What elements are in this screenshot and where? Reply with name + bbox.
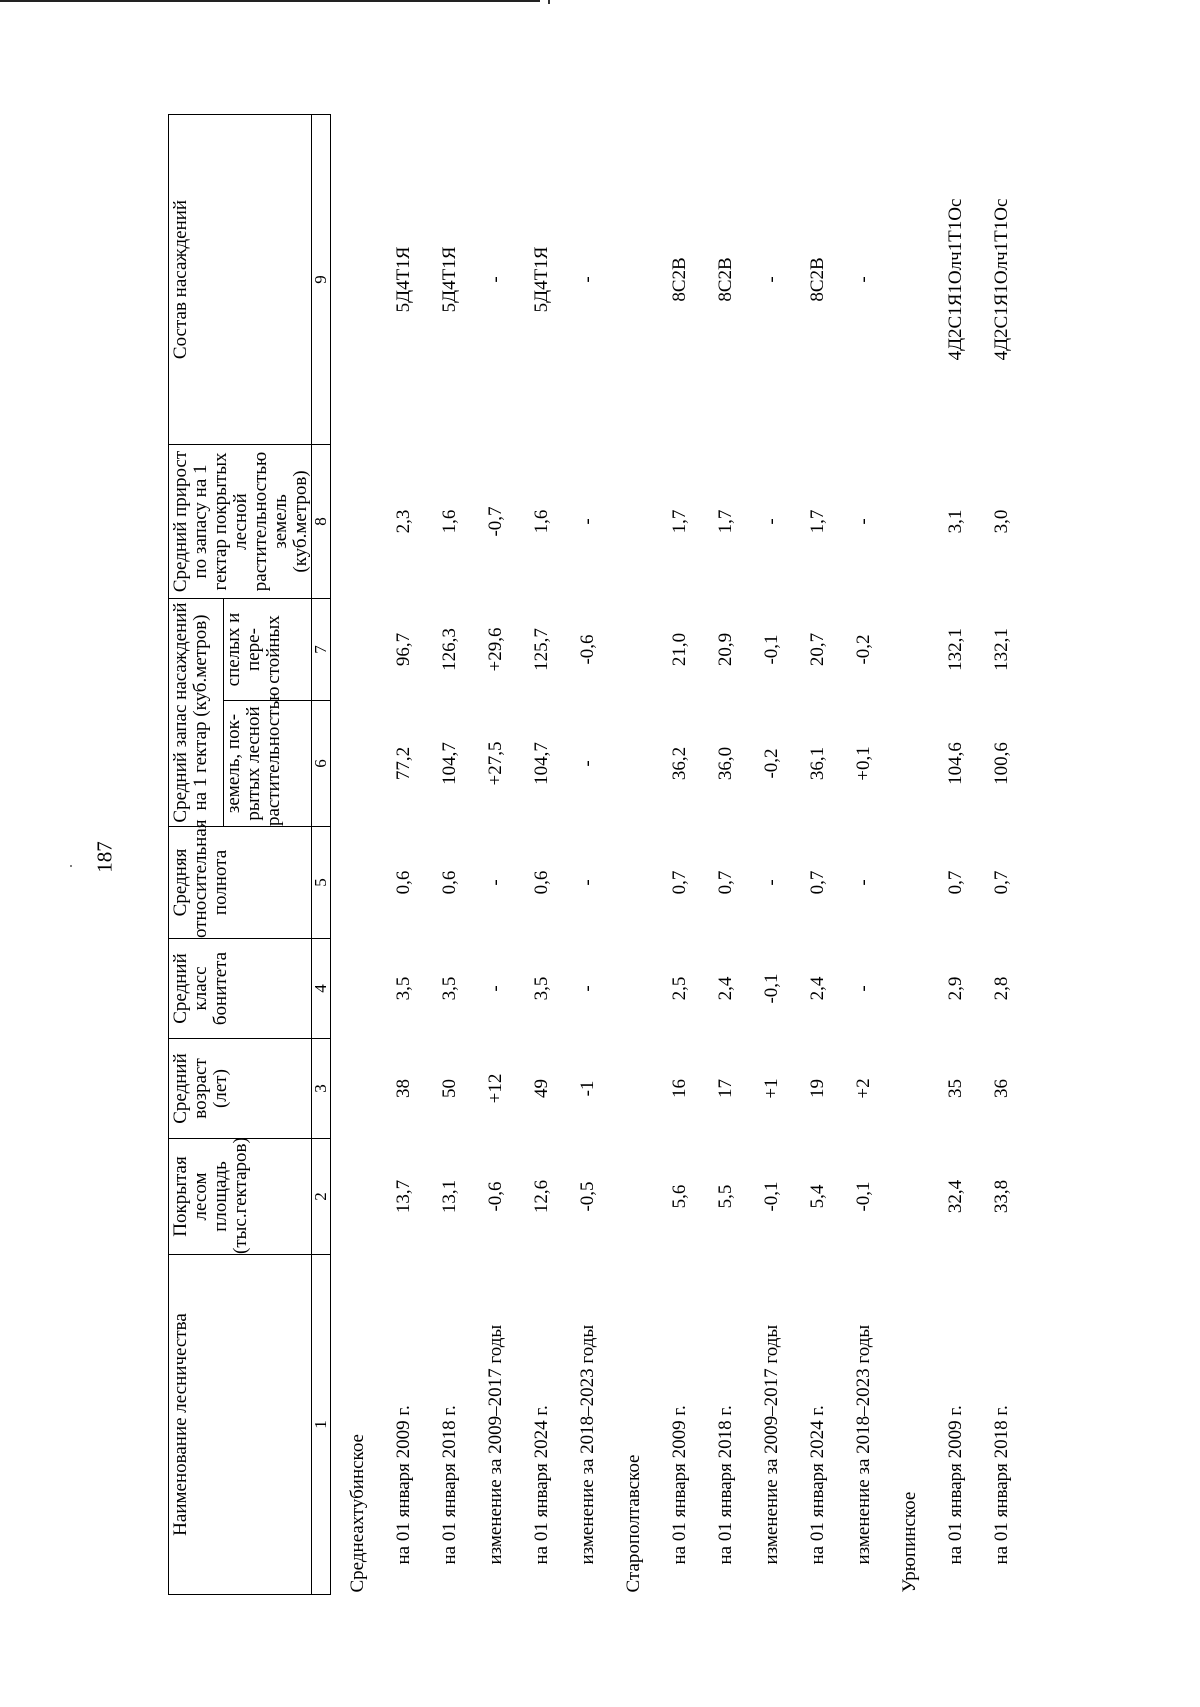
empty-cell (611, 1039, 657, 1139)
row-label: на 01 января 2009 г. (944, 1405, 966, 1565)
header-stock-mature: спелых и пере-стойных (223, 598, 311, 700)
table-row (427, 114, 473, 1594)
table-cell: 8С2В (668, 257, 690, 302)
table-cell: - (484, 879, 506, 886)
empty-cell (887, 598, 933, 700)
empty-cell (887, 114, 933, 444)
table-cell: - (760, 518, 782, 525)
table-cell: - (576, 760, 598, 767)
rotated-table-container (168, 115, 1098, 1595)
table-cell: 20,9 (714, 632, 736, 667)
empty-cell (887, 701, 933, 827)
table-cell: - (484, 985, 506, 992)
table-cell: +27,5 (484, 741, 506, 786)
table-cell: 3,5 (438, 976, 460, 1001)
table-cell: +12 (484, 1073, 506, 1104)
table-cell: -0,6 (576, 634, 598, 665)
table-cell: +2 (852, 1078, 874, 1099)
table-cell: 21,0 (668, 632, 690, 667)
empty-cell (330, 939, 381, 1039)
table-cell: 36,1 (806, 746, 828, 781)
page-top-rule-tick (548, 0, 550, 4)
table-row (841, 114, 887, 1594)
table-cell: 125,7 (530, 628, 552, 671)
table-cell: 1,7 (806, 509, 828, 534)
table-cell: 2,8 (990, 976, 1012, 1001)
empty-cell (887, 1039, 933, 1139)
empty-cell (330, 701, 381, 827)
row-label: на 01 января 2018 г. (438, 1405, 460, 1565)
empty-cell (611, 598, 657, 700)
table-cell: 2,3 (392, 509, 414, 534)
column-number: 2 (311, 1139, 330, 1255)
table-cell: 0,6 (530, 870, 552, 895)
empty-cell (887, 939, 933, 1039)
table-cell: - (760, 276, 782, 283)
table-cell: +0,1 (852, 746, 874, 781)
forestry-name: Старополтавское (622, 1454, 644, 1593)
header-stock-group: Средний запас насаждений на 1 гектар (куб.метров) (169, 598, 224, 826)
table-cell: - (484, 276, 506, 283)
table-row (933, 114, 979, 1594)
column-number: 1 (311, 1255, 330, 1595)
table-cell: 5,5 (714, 1184, 736, 1209)
table-row (795, 114, 841, 1594)
table-cell: 1,7 (668, 509, 690, 534)
table-cell: - (852, 276, 874, 283)
header-growth: Средний прирост по запасу на 1 гектар покрытых лесной растительностью земель (куб.метров) (169, 444, 312, 598)
empty-cell (611, 1139, 657, 1255)
row-label: на 01 января 2024 г. (806, 1405, 828, 1565)
table-row (703, 114, 749, 1594)
column-number: 9 (311, 114, 330, 444)
table-cell: +29,6 (484, 627, 506, 672)
forestry-group-row (330, 114, 381, 1594)
table-cell: 8С2В (806, 257, 828, 302)
table-cell: 104,7 (438, 742, 460, 785)
table-cell: 1,6 (438, 509, 460, 534)
forestry-table (168, 114, 1025, 1595)
table-cell: 0,6 (392, 870, 414, 895)
table-cell: +1 (760, 1078, 782, 1099)
table-cell: 16 (668, 1079, 690, 1098)
empty-cell (611, 939, 657, 1039)
column-number: 8 (311, 444, 330, 598)
table-cell: 36 (990, 1079, 1012, 1098)
table-row (565, 114, 611, 1594)
row-label: изменение за 2018–2023 годы (852, 1324, 874, 1565)
empty-cell (611, 701, 657, 827)
table-cell: 4Д2С1Я1Олч1Т1Ос (990, 198, 1012, 361)
table-row (519, 114, 565, 1594)
table-cell: 0,7 (668, 870, 690, 895)
table-cell: - (852, 518, 874, 525)
table-cell: 5,4 (806, 1184, 828, 1209)
row-label: на 01 января 2024 г. (530, 1405, 552, 1565)
table-cell: 5Д4Т1Я (530, 246, 552, 313)
table-cell: 36,0 (714, 746, 736, 781)
table-cell: 126,3 (438, 628, 460, 671)
empty-cell (330, 444, 381, 598)
table-cell: -0,6 (484, 1181, 506, 1212)
header-area: Покрытая лесом площадь (тыс.гектаров) (169, 1139, 312, 1255)
table-cell: - (576, 879, 598, 886)
table-cell: 0,7 (806, 870, 828, 895)
header-density: Средняя относительная полнота (169, 827, 312, 939)
empty-cell (330, 598, 381, 700)
table-cell: - (576, 518, 598, 525)
row-label: на 01 января 2009 г. (392, 1405, 414, 1565)
table-cell: 2,5 (668, 976, 690, 1001)
table-cell: 96,7 (392, 632, 414, 667)
row-label: на 01 января 2018 г. (990, 1405, 1012, 1565)
row-label: изменение за 2018–2023 годы (576, 1324, 598, 1565)
empty-cell (611, 444, 657, 598)
table-cell: 2,4 (714, 976, 736, 1001)
table-cell: 3,1 (944, 509, 966, 534)
table-cell: 33,8 (990, 1179, 1012, 1214)
table-cell: -0,1 (852, 1181, 874, 1212)
header-row (169, 114, 224, 1594)
table-cell: - (760, 879, 782, 886)
table-cell: 77,2 (392, 746, 414, 781)
table-cell: 104,6 (944, 742, 966, 785)
table-row (657, 114, 703, 1594)
empty-cell (330, 827, 381, 939)
table-cell: 100,6 (990, 742, 1012, 785)
table-row (749, 114, 795, 1594)
header-name: Наименование лесничества (169, 1255, 312, 1595)
forestry-group-row (611, 114, 657, 1594)
empty-cell (330, 1139, 381, 1255)
table-cell: -0,2 (760, 748, 782, 779)
empty-cell (330, 114, 381, 444)
column-number-row (311, 114, 330, 1594)
table-cell: 13,7 (392, 1179, 414, 1214)
table-cell: 13,1 (438, 1179, 460, 1214)
table-cell: 5Д4Т1Я (438, 246, 460, 313)
table-cell: 104,7 (530, 742, 552, 785)
header-composition: Состав насаждений (169, 114, 312, 444)
page-number: 187 (92, 841, 117, 873)
table-row (979, 114, 1025, 1594)
empty-cell (611, 114, 657, 444)
row-label: на 01 января 2009 г. (668, 1405, 690, 1565)
table-cell: 3,5 (530, 976, 552, 1001)
row-label: изменение за 2009–2017 годы (484, 1324, 506, 1565)
header-bonitet: Средний класс бонитета (169, 939, 312, 1039)
table-cell: 17 (714, 1079, 736, 1098)
table-cell: -0,1 (760, 973, 782, 1004)
table-cell: 4Д2С1Я1Олч1Т1Ос (944, 198, 966, 361)
table-cell: 3,5 (392, 976, 414, 1001)
table-cell: - (576, 985, 598, 992)
table-cell: 132,1 (990, 628, 1012, 671)
table-cell: - (852, 985, 874, 992)
table-cell: 0,6 (438, 870, 460, 895)
table-cell: -0,5 (576, 1181, 598, 1212)
empty-cell (611, 827, 657, 939)
column-number: 7 (311, 598, 330, 700)
table-cell: 38 (392, 1079, 414, 1098)
table-cell: 36,2 (668, 746, 690, 781)
table-cell: 8С2В (714, 257, 736, 302)
table-cell: 3,0 (990, 509, 1012, 534)
table-cell: 50 (438, 1079, 460, 1098)
table-cell: 5Д4Т1Я (392, 246, 414, 313)
header-age: Средний возраст (лет) (169, 1039, 312, 1139)
empty-cell (887, 444, 933, 598)
column-number: 3 (311, 1039, 330, 1139)
table-cell: 1,6 (530, 509, 552, 534)
column-number: 6 (311, 701, 330, 827)
table-cell: 1,7 (714, 509, 736, 534)
table-cell: -0,2 (852, 634, 874, 665)
empty-cell (887, 1139, 933, 1255)
table-cell: -0,1 (760, 1181, 782, 1212)
empty-cell (887, 827, 933, 939)
table-body (330, 114, 1025, 1594)
empty-cell (330, 1039, 381, 1139)
column-number: 4 (311, 939, 330, 1039)
table-cell: - (576, 276, 598, 283)
table-cell: 49 (530, 1079, 552, 1098)
table-cell: 12,6 (530, 1179, 552, 1214)
header-stock-covered: земель, пок-рытых лесной растительностью (223, 701, 311, 827)
page-top-rule (0, 0, 540, 2)
forestry-group-row (887, 114, 933, 1594)
column-number: 5 (311, 827, 330, 939)
table-cell: -0,1 (760, 634, 782, 665)
table-row (473, 114, 519, 1594)
row-label: изменение за 2009–2017 годы (760, 1324, 782, 1565)
table-cell: 0,7 (990, 870, 1012, 895)
table-cell: 32,4 (944, 1179, 966, 1214)
row-label: на 01 января 2018 г. (714, 1405, 736, 1565)
table-row (381, 114, 427, 1594)
table-cell: 20,7 (806, 632, 828, 667)
table-cell: - (852, 879, 874, 886)
table-cell: 5,6 (668, 1184, 690, 1209)
table-cell: 2,9 (944, 976, 966, 1001)
forestry-name: Среднеахтубинское (346, 1434, 368, 1593)
table-cell: 35 (944, 1079, 966, 1098)
table-cell: 0,7 (944, 870, 966, 895)
table-cell: 2,4 (806, 976, 828, 1001)
scan-speck (70, 865, 72, 867)
table-cell: 0,7 (714, 870, 736, 895)
forestry-name: Урюпинское (898, 1491, 920, 1593)
table-cell: -1 (576, 1080, 598, 1097)
table-cell: 19 (806, 1079, 828, 1098)
table-cell: 132,1 (944, 628, 966, 671)
table-cell: -0,7 (484, 506, 506, 537)
